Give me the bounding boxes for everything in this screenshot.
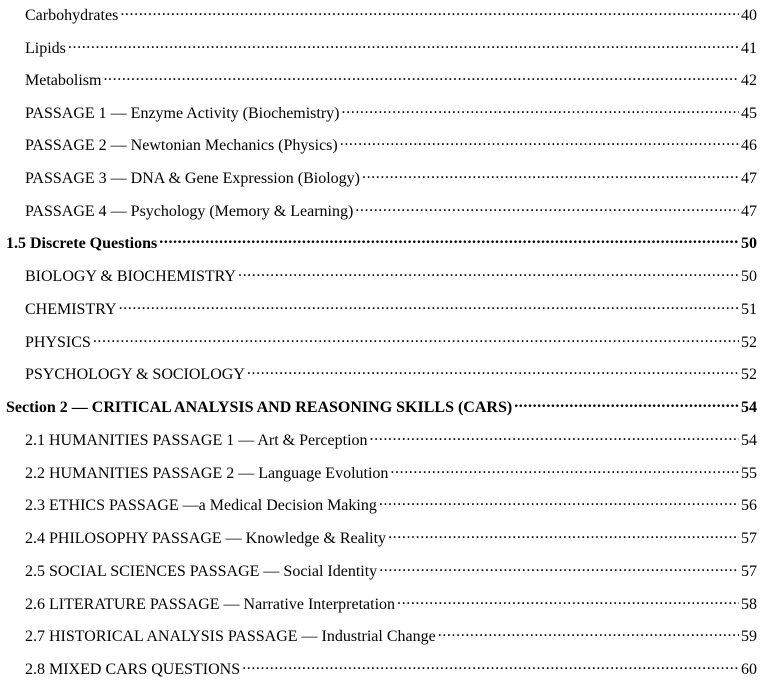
toc-section-heading[interactable] bbox=[0, 396, 757, 418]
toc-entry-page: 46 bbox=[741, 137, 757, 154]
toc-entry-title: 2.4 PHILOSOPHY PASSAGE — Knowledge & Reality bbox=[25, 530, 387, 547]
toc-entry-title: 2.5 SOCIAL SCIENCES PASSAGE — Social Identity bbox=[25, 563, 378, 580]
toc-dot-leader bbox=[370, 429, 739, 445]
toc-dot-leader bbox=[390, 462, 739, 478]
toc-entry[interactable] bbox=[0, 593, 757, 615]
toc-entry[interactable] bbox=[0, 102, 757, 124]
toc-entry-page: 50 bbox=[741, 268, 757, 285]
toc-dot-leader bbox=[514, 396, 739, 412]
toc-entry-page: 50 bbox=[741, 235, 757, 252]
toc-dot-leader bbox=[68, 37, 739, 53]
toc-dot-leader bbox=[438, 625, 739, 641]
toc-entry-page: 41 bbox=[741, 40, 757, 57]
toc-dot-leader bbox=[247, 363, 739, 379]
toc-dot-leader bbox=[120, 4, 739, 20]
toc-dot-leader bbox=[397, 593, 739, 609]
toc-entry-page: 59 bbox=[741, 628, 757, 645]
toc-entry[interactable] bbox=[0, 658, 757, 680]
toc-dot-leader bbox=[388, 527, 739, 543]
toc-entry-page: 54 bbox=[741, 432, 757, 449]
toc-entry-title: 2.7 HISTORICAL ANALYSIS PASSAGE — Industrial Change bbox=[25, 628, 436, 645]
toc-entry-page: 58 bbox=[741, 596, 757, 613]
toc-entry-title: 2.1 HUMANITIES PASSAGE 1 — Art & Perception bbox=[25, 432, 368, 449]
toc-entry-page: 60 bbox=[741, 661, 757, 678]
toc-entry-title: PASSAGE 4 — Psychology (Memory & Learning) bbox=[25, 203, 354, 220]
toc-entry[interactable] bbox=[0, 4, 757, 26]
toc-dot-leader bbox=[93, 331, 739, 347]
toc-entry-title: PASSAGE 2 — Newtonian Mechanics (Physics) bbox=[25, 137, 338, 154]
toc-entry[interactable] bbox=[0, 37, 757, 59]
toc-entry-title: PHYSICS bbox=[25, 334, 91, 351]
toc-dot-leader bbox=[340, 134, 739, 150]
toc-entry-title: Section 2 — CRITICAL ANALYSIS AND REASONING SKILLS (CARS) bbox=[6, 399, 513, 416]
toc-entry-page: 57 bbox=[741, 563, 757, 580]
toc-dot-leader bbox=[159, 232, 739, 248]
toc-entry[interactable] bbox=[0, 462, 757, 484]
toc-entry-title: PSYCHOLOGY & SOCIOLOGY bbox=[25, 366, 245, 383]
toc-entry-page: 56 bbox=[741, 497, 757, 514]
toc-dot-leader bbox=[103, 69, 739, 85]
toc-entry[interactable] bbox=[0, 167, 757, 189]
toc-dot-leader bbox=[355, 200, 739, 216]
toc-entry-title: 2.6 LITERATURE PASSAGE — Narrative Interpretation bbox=[25, 596, 396, 613]
toc-entry[interactable] bbox=[0, 265, 757, 287]
toc-entry-title: CHEMISTRY bbox=[25, 301, 117, 318]
toc-entry-title: Metabolism bbox=[25, 72, 102, 89]
toc-dot-leader bbox=[342, 102, 739, 118]
toc-entry-page: 52 bbox=[741, 366, 757, 383]
toc-entry-page: 54 bbox=[741, 399, 757, 416]
toc-entry-title: Carbohydrates bbox=[25, 7, 119, 24]
toc-entry-page: 52 bbox=[741, 334, 757, 351]
toc-entry-title: PASSAGE 3 — DNA & Gene Expression (Biology) bbox=[25, 170, 360, 187]
toc-entry-title: PASSAGE 1 — Enzyme Activity (Biochemistry) bbox=[25, 105, 340, 122]
toc-entry[interactable] bbox=[0, 331, 757, 353]
toc-entry-title: 2.8 MIXED CARS QUESTIONS bbox=[25, 661, 241, 678]
toc-dot-leader bbox=[362, 167, 739, 183]
toc-entry-page: 57 bbox=[741, 530, 757, 547]
toc-dot-leader bbox=[242, 658, 739, 674]
toc-dot-leader bbox=[379, 494, 739, 510]
toc-entry-page: 55 bbox=[741, 465, 757, 482]
toc-entry-page: 47 bbox=[741, 170, 757, 187]
toc-entry[interactable] bbox=[0, 560, 757, 582]
toc-entry-page: 47 bbox=[741, 203, 757, 220]
toc-entry-page: 45 bbox=[741, 105, 757, 122]
toc-entry[interactable] bbox=[0, 69, 757, 91]
toc-entry-page: 51 bbox=[741, 301, 757, 318]
toc-entry-page: 40 bbox=[741, 7, 757, 24]
toc-entry-page: 42 bbox=[741, 72, 757, 89]
toc-dot-leader bbox=[379, 560, 739, 576]
toc-entry-title: 2.2 HUMANITIES PASSAGE 2 — Language Evolution bbox=[25, 465, 389, 482]
toc-entry[interactable] bbox=[0, 363, 757, 385]
toc-entry-title: 1.5 Discrete Questions bbox=[6, 235, 158, 252]
toc-section-heading[interactable] bbox=[0, 232, 757, 254]
toc-entry[interactable] bbox=[0, 625, 757, 647]
toc-entry[interactable] bbox=[0, 298, 757, 320]
toc-entry-title: 2.3 ETHICS PASSAGE —a Medical Decision Making bbox=[25, 497, 377, 514]
toc-entry-title: BIOLOGY & BIOCHEMISTRY bbox=[25, 268, 236, 285]
toc-entry[interactable] bbox=[0, 200, 757, 222]
toc-entry[interactable] bbox=[0, 429, 757, 451]
toc-entry-title: Lipids bbox=[25, 40, 66, 57]
toc-entry[interactable] bbox=[0, 134, 757, 156]
toc-dot-leader bbox=[119, 298, 739, 314]
toc-dot-leader bbox=[238, 265, 739, 281]
toc-entry[interactable] bbox=[0, 527, 757, 549]
toc-entry[interactable] bbox=[0, 494, 757, 516]
